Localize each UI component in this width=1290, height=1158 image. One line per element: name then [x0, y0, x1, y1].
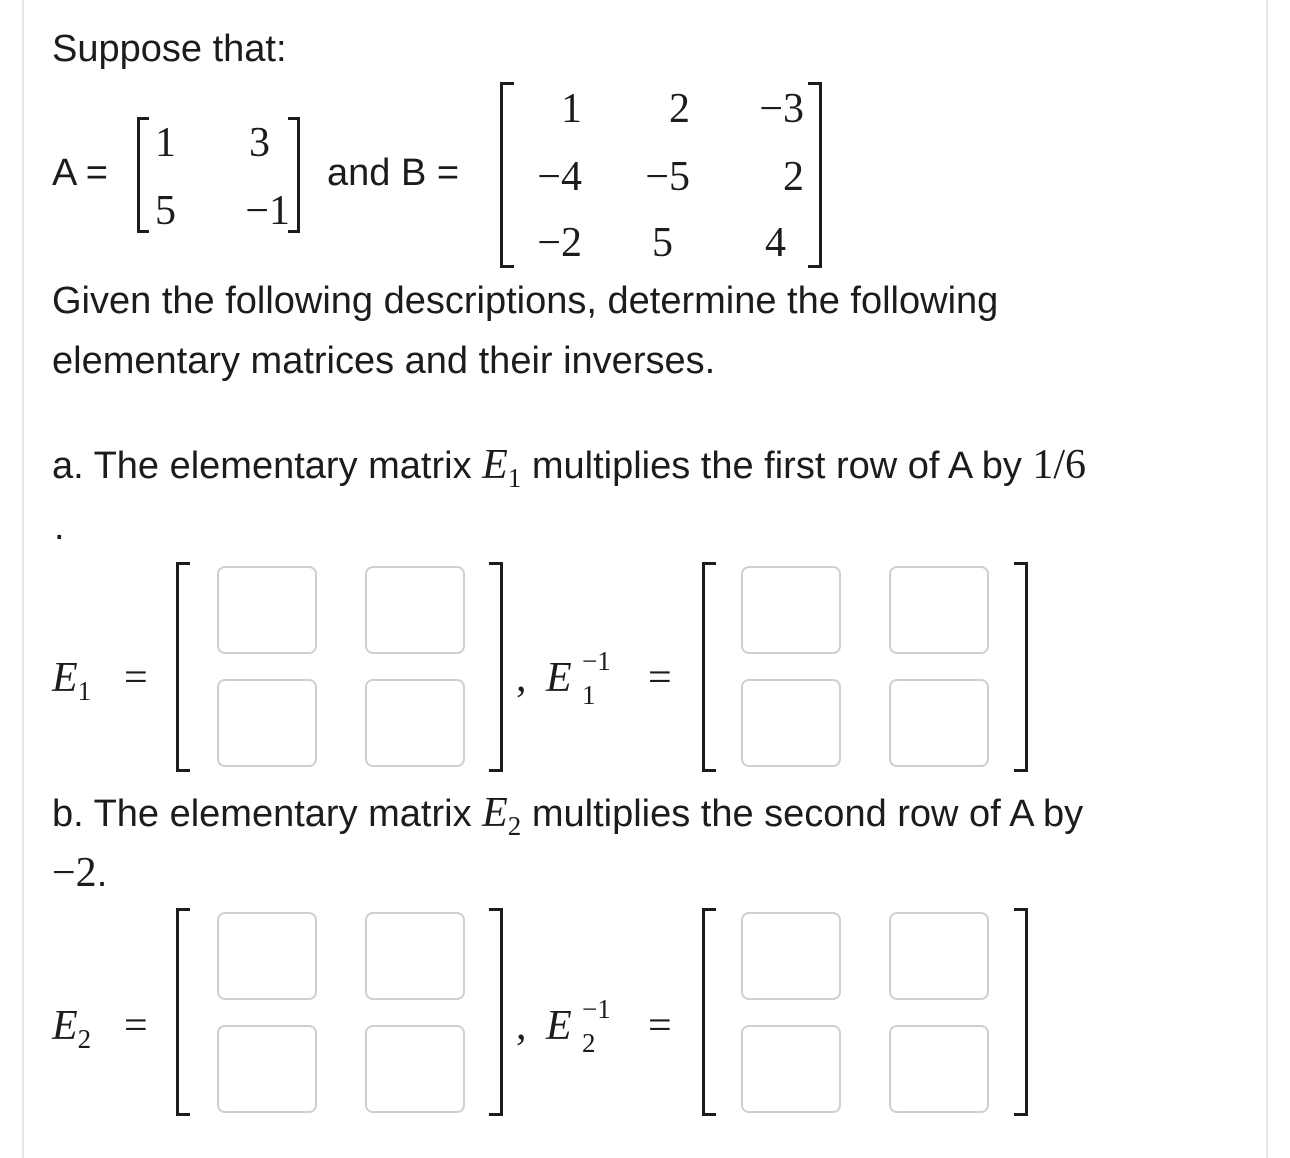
part-a-inverse-left-bracket	[702, 562, 716, 772]
e1-inverse-input-r1c1[interactable]	[741, 566, 841, 654]
part-b-inverse-equals: =	[648, 1003, 672, 1049]
e2-inverse-input-r1c2[interactable]	[889, 912, 989, 1000]
part-a-inv-sub: 1	[582, 680, 596, 710]
matrix-b-cell: 2	[669, 86, 690, 132]
part-b-lhs-var: E	[52, 1003, 78, 1049]
part-b-inverse-left-bracket	[702, 908, 716, 1116]
matrix-a-cell: −1	[245, 188, 290, 234]
part-a-inverse-lhs	[546, 646, 636, 714]
part-a-matrix-left-bracket	[176, 562, 190, 772]
part-b-var: E	[482, 790, 508, 836]
part-a-lhs	[52, 654, 92, 706]
e2-input-r2c1[interactable]	[217, 1025, 317, 1113]
e1-inverse-input-r2c2[interactable]	[889, 679, 989, 767]
part-b-question	[52, 790, 1084, 841]
given-line-1: Given the following descriptions, determine the following	[52, 280, 999, 322]
part-b-inverse-lhs	[546, 994, 636, 1062]
matrix-a-cell: 3	[249, 120, 270, 166]
part-b-factor-line	[52, 852, 107, 894]
part-a-suffix: multiplies the first row of A by	[521, 445, 1033, 487]
e2-input-r1c1[interactable]	[217, 912, 317, 1000]
part-a-comma: ,	[516, 655, 527, 701]
part-b-sub: 2	[507, 811, 522, 841]
part-a-var: E	[482, 442, 508, 488]
part-b-inv-var: E	[546, 1003, 572, 1049]
matrix-a-cell: 5	[155, 188, 176, 234]
part-b-equals: =	[124, 1003, 148, 1049]
given-line-2: elementary matrices and their inverses.	[52, 340, 716, 382]
part-a-inv-sup: −1	[582, 646, 611, 676]
part-a-sub: 1	[507, 463, 522, 493]
e2-inverse-input-r1c1[interactable]	[741, 912, 841, 1000]
matrix-a-right-bracket	[288, 117, 300, 233]
part-a-inverse-right-bracket	[1014, 562, 1028, 772]
e2-input-r1c2[interactable]	[365, 912, 465, 1000]
part-b-period: .	[96, 853, 108, 895]
intro-text: Suppose that:	[52, 28, 287, 70]
part-a-lhs-sub: 1	[77, 676, 92, 706]
e1-input-r1c1[interactable]	[217, 566, 317, 654]
e1-input-r1c2[interactable]	[365, 566, 465, 654]
part-a-inv-var: E	[546, 655, 572, 701]
part-b-matrix-left-bracket	[176, 908, 190, 1116]
part-a-question	[52, 442, 1087, 493]
part-a-period: .	[54, 506, 65, 548]
e1-input-r2c2[interactable]	[365, 679, 465, 767]
matrix-b-cell: −3	[759, 86, 804, 132]
e1-inverse-input-r1c2[interactable]	[889, 566, 989, 654]
matrix-b-cell: 2	[783, 154, 804, 200]
part-b-inverse-right-bracket	[1014, 908, 1028, 1116]
part-a-prefix: a. The elementary matrix	[52, 445, 483, 487]
matrix-a-label: A =	[52, 152, 108, 194]
matrix-b-cell: −2	[537, 220, 582, 266]
matrix-b-cell: 4	[765, 220, 786, 266]
part-a-lhs-var: E	[52, 655, 78, 701]
matrix-b-cell: 5	[652, 220, 673, 266]
and-b-label: and B =	[327, 152, 460, 194]
matrix-b-cell: 1	[561, 86, 582, 132]
e2-inverse-input-r2c2[interactable]	[889, 1025, 989, 1113]
part-b-inv-sup: −1	[582, 994, 611, 1024]
part-a-equals: =	[124, 655, 148, 701]
matrix-b-right-bracket	[808, 82, 822, 268]
part-b-suffix: multiplies the second row of A by	[521, 793, 1084, 835]
part-b-matrix-right-bracket	[489, 908, 503, 1116]
part-b-inv-sub: 2	[582, 1028, 596, 1058]
matrix-b-cell: −5	[645, 154, 690, 200]
e2-inverse-input-r2c1[interactable]	[741, 1025, 841, 1113]
part-b-factor: −2	[52, 850, 97, 896]
part-a-factor: 1/6	[1032, 442, 1087, 488]
matrix-b-cell: −4	[537, 154, 582, 200]
part-b-comma: ,	[516, 1003, 527, 1049]
part-a-matrix-right-bracket	[489, 562, 503, 772]
e1-inverse-input-r2c1[interactable]	[741, 679, 841, 767]
part-b-lhs-sub: 2	[77, 1024, 92, 1054]
e1-input-r2c1[interactable]	[217, 679, 317, 767]
part-b-prefix: b. The elementary matrix	[52, 793, 483, 835]
part-a-inverse-equals: =	[648, 655, 672, 701]
matrix-a-cell: 1	[155, 120, 176, 166]
part-b-lhs	[52, 1002, 92, 1054]
e2-input-r2c2[interactable]	[365, 1025, 465, 1113]
